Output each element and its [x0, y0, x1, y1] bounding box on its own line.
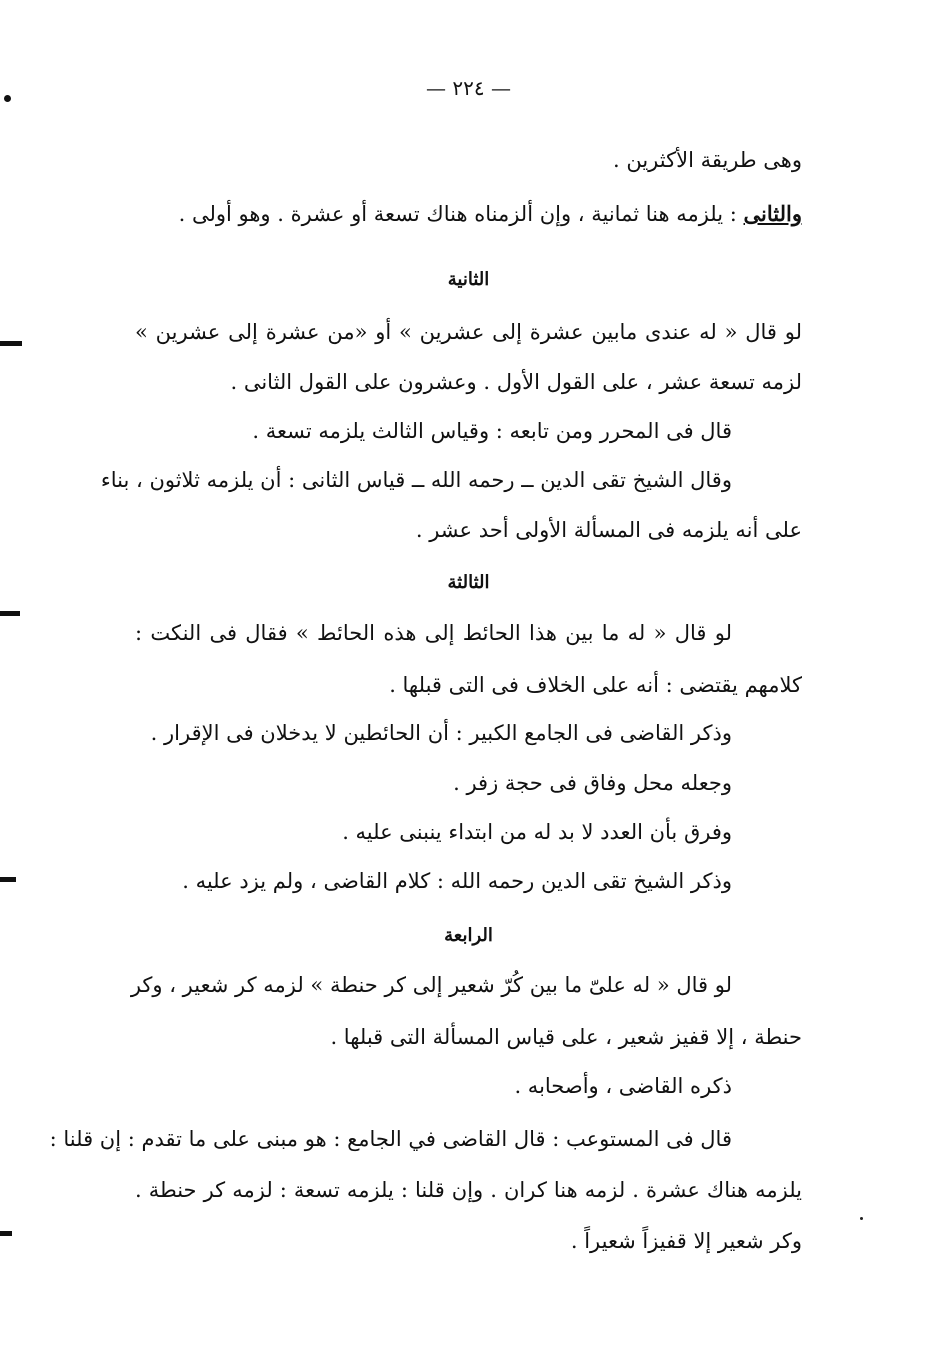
text-line: وجعله محل وفاق فى حجة زفر .: [453, 771, 732, 795]
keyword: والثانى: [743, 201, 802, 226]
paper-speck: [860, 1217, 863, 1220]
margin-mark: [0, 611, 20, 616]
text-line: وقال الشيخ تقى الدين ــ رحمه الله ــ قياس الثانى : أن يلزمه ثلاثون ، بناء: [100, 468, 732, 492]
text-line: ذكره القاضى ، وأصحابه .: [514, 1074, 732, 1098]
text-line: لو قال « له عندى مابين عشرة إلى عشرين » أو «من عشرة إلى عشرين »: [135, 320, 802, 344]
text-line: وذكر القاضى فى الجامع الكبير : أن الحائطين لا يدخلان فى الإقرار .: [150, 721, 732, 745]
text-line: كلامهم يقتضى : أنه على الخلاف فى التى قبلها .: [389, 673, 802, 697]
text-line: يلزمه هناك عشرة . لزمه هنا كران . وإن قلنا : يلزمه تسعة : لزمه كر حنطة .: [135, 1178, 802, 1202]
text-line: لو قال « له علىّ ما بين كُرّ شعير إلى كر حنطة » لزمه كر شعير ، وكر: [130, 973, 732, 997]
text-line: حنطة ، إلا قفيز شعير ، على قياس المسألة التى قبلها .: [330, 1025, 802, 1049]
text-line: وهى طريقة الأكثرين .: [612, 148, 802, 172]
text-line: على أنه يلزمه فى المسألة الأولى أحد عشر .: [415, 518, 802, 542]
margin-mark: [0, 341, 22, 346]
margin-mark: [0, 877, 16, 882]
margin-mark: [0, 1231, 12, 1236]
section-heading: الرابعة: [444, 925, 493, 946]
text-line: قال فى المستوعب : قال القاضى في الجامع : هو مبنى على ما تقدم : إن قلنا :: [49, 1127, 732, 1151]
section-heading: الثالثة: [447, 572, 490, 593]
text-line: وكر شعير إلا قفيزاً شعيراً .: [570, 1229, 802, 1253]
text-line: لزمه تسعة عشر ، على القول الأول . وعشرون على القول الثانى .: [230, 370, 802, 394]
text-line: وفرق بأن العدد لا بد له من ابتداء ينبنى عليه .: [342, 820, 732, 844]
text-line: [179, 203, 802, 225]
text-line: لو قال « له ما بين هذا الحائط إلى هذه الحائط » فقال فى النكت :: [135, 621, 732, 645]
text-line: قال فى المحرر ومن تابعه : وقياس الثالث يلزمه تسعة .: [252, 419, 732, 443]
section-heading: الثانية: [447, 269, 490, 290]
text-run: : يلزمه هنا ثمانية ، وإن ألزمناه هناك تسعة أو عشرة . وهو أولى .: [178, 202, 744, 226]
page-number: — ٢٢٤ —: [426, 76, 511, 100]
text-line: وذكر الشيخ تقى الدين رحمه الله : كلام القاضى ، ولم يزد عليه .: [182, 869, 732, 893]
